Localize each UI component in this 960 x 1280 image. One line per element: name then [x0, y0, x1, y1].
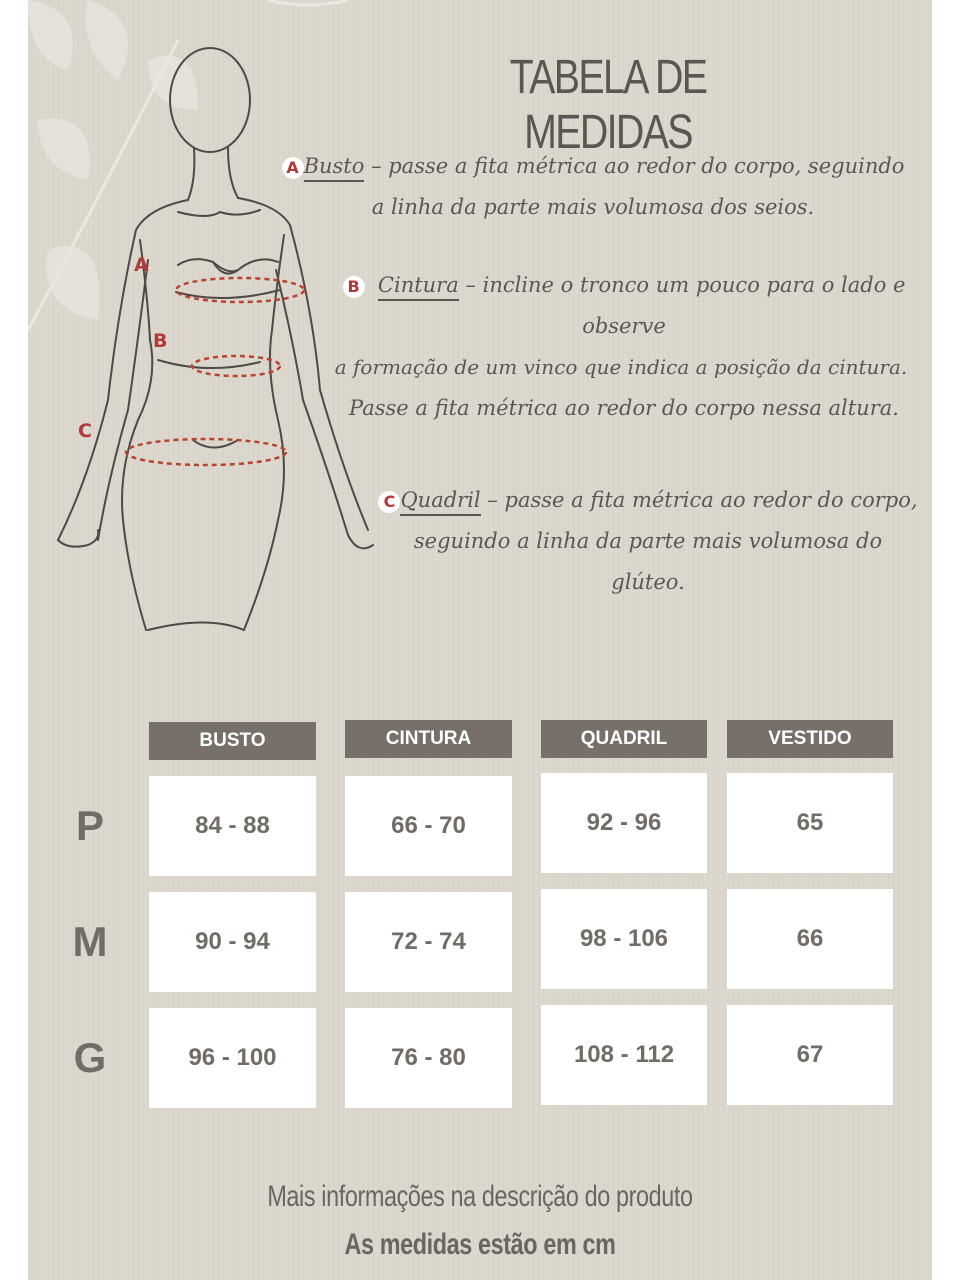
quadril-line-3: glúteo.	[611, 570, 685, 594]
badge-c: C	[378, 491, 400, 513]
busto-instruction	[278, 146, 908, 228]
quadril-line-2: seguindo a linha da parte mais volumosa do	[413, 529, 883, 553]
table-cell: 98 - 106	[541, 889, 707, 989]
header-busto: BUSTO	[149, 722, 316, 760]
table-cell: 67	[727, 1005, 893, 1105]
table-cell: 72 - 74	[345, 892, 512, 992]
table-cell: 108 - 112	[541, 1005, 707, 1105]
cintura-line-2: observe	[582, 314, 666, 338]
badge-b: B	[343, 276, 365, 298]
table-cell: 96 - 100	[149, 1008, 316, 1108]
figure-mark-c: C	[78, 420, 92, 442]
figure-mark-a: A	[134, 254, 149, 276]
cintura-line-3: a formação de um vinco que indica a posição da cintura.	[334, 355, 908, 379]
header-quadril: QUADRIL	[541, 720, 707, 758]
table-cell: 92 - 96	[541, 773, 707, 873]
table-cell: 65	[727, 773, 893, 873]
cintura-line-4: Passe a fita métrica ao redor do corpo nessa altura.	[349, 396, 899, 420]
quadril-instruction	[368, 480, 928, 603]
size-label-m: M	[72, 918, 108, 965]
header-vestido: VESTIDO	[727, 720, 893, 758]
size-label-g: G	[73, 1034, 107, 1081]
page-title: TABELA DE MEDIDAS	[509, 51, 707, 159]
quadril-term: Quadril	[400, 488, 480, 516]
table-cell: 66 - 70	[345, 776, 512, 876]
cintura-instruction	[324, 265, 924, 429]
busto-term: Busto	[304, 154, 365, 182]
size-chart-card	[28, 0, 932, 1280]
table-cell: 84 - 88	[149, 776, 316, 876]
footer-info: Mais informações na descrição do produto	[267, 1180, 693, 1213]
quadril-line-1: – passe a fita métrica ao redor do corpo,	[480, 488, 918, 512]
header-cintura: CINTURA	[345, 720, 512, 758]
table-cell: 66	[727, 889, 893, 989]
busto-line-2: a linha da parte mais volumosa dos seios.	[371, 195, 815, 219]
cintura-line-1: – incline o tronco um pouco para o lado e	[458, 273, 906, 297]
busto-line-1: – passe a fita métrica ao redor do corpo, seguindo	[364, 154, 905, 178]
badge-a: A	[282, 157, 304, 179]
footer-units-note: As medidas estão em cm	[344, 1228, 616, 1261]
cintura-term: Cintura	[378, 273, 459, 301]
table-cell: 76 - 80	[345, 1008, 512, 1108]
size-label-p: P	[75, 802, 104, 849]
figure-mark-b: B	[153, 330, 168, 352]
table-cell: 90 - 94	[149, 892, 316, 992]
